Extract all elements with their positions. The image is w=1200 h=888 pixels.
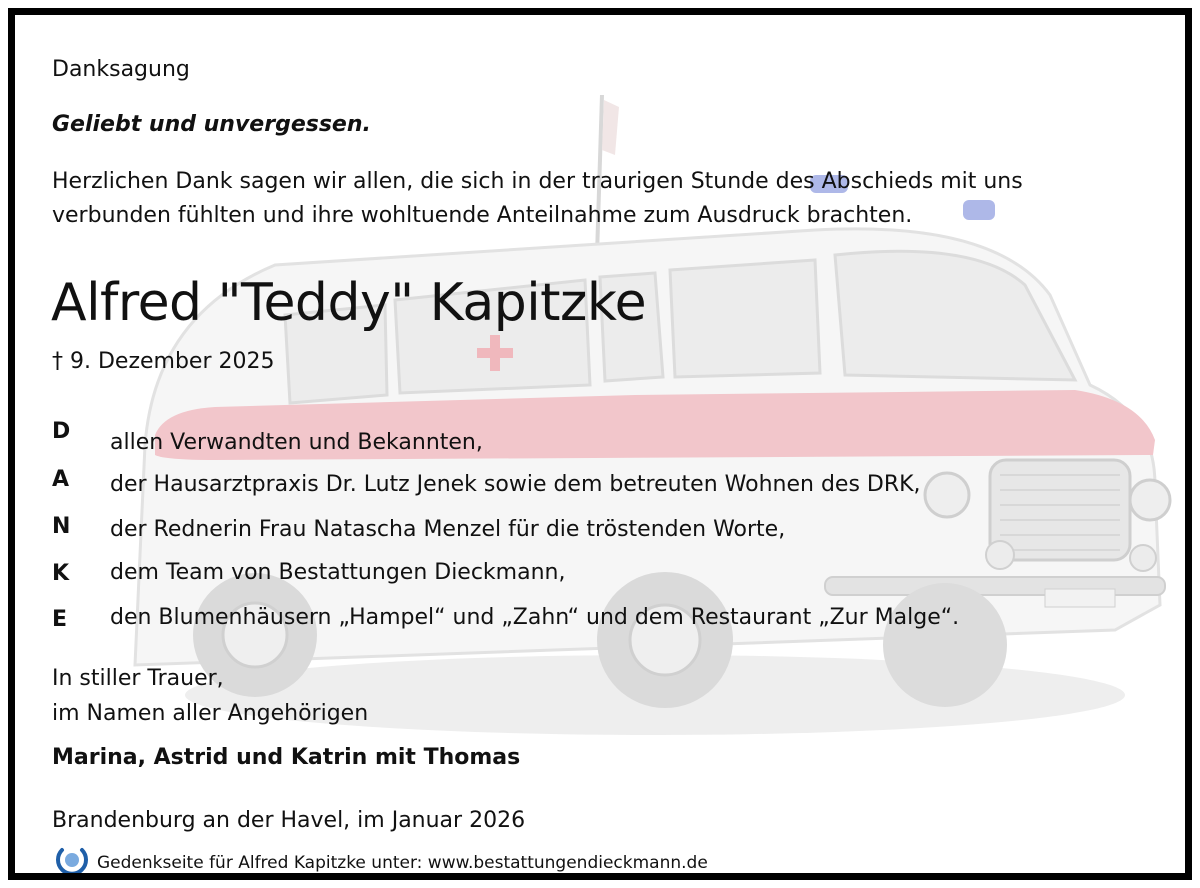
signature-line: In stiller Trauer, bbox=[52, 666, 224, 691]
danke-line: dem Team von Bestattungen Dieckmann, bbox=[110, 560, 566, 585]
danke-letter-k: K bbox=[52, 561, 70, 586]
memorial-logo-icon bbox=[55, 843, 89, 877]
signature-line: im Namen aller Angehörigen bbox=[52, 701, 369, 726]
death-date: † 9. Dezember 2025 bbox=[52, 349, 275, 374]
intro-text bbox=[52, 165, 1023, 233]
intro-line: verbunden fühlten und ihre wohltuende Anteilnahme zum Ausdruck brachten. bbox=[52, 203, 913, 228]
mourners-names: Marina, Astrid und Katrin mit Thomas bbox=[52, 745, 521, 770]
danke-letter-a: A bbox=[52, 467, 70, 492]
place-date: Brandenburg an der Havel, im Januar 2026 bbox=[52, 808, 526, 833]
motto: Geliebt und unvergessen. bbox=[52, 112, 371, 137]
obituary-card bbox=[8, 8, 1192, 880]
heading: Danksagung bbox=[52, 57, 190, 82]
danke-line: der Hausarztpraxis Dr. Lutz Jenek sowie dem betreuten Wohnen des DRK, bbox=[110, 472, 921, 497]
danke-letter-e: E bbox=[52, 607, 68, 632]
danke-letter-n: N bbox=[52, 514, 71, 539]
deceased-name: Alfred "Teddy" Kapitzke bbox=[51, 273, 647, 333]
memorial-page-link[interactable]: Gedenkseite für Alfred Kapitzke unter: www.bestattungendieckmann.de bbox=[97, 853, 708, 873]
obituary-text bbox=[15, 15, 1192, 880]
danke-line: den Blumenhäusern „Hampel“ und „Zahn“ und dem Restaurant „Zur Malge“. bbox=[110, 605, 960, 630]
danke-letter-d: D bbox=[52, 419, 71, 444]
danke-line: der Rednerin Frau Natascha Menzel für die tröstenden Worte, bbox=[110, 517, 786, 542]
intro-line: Herzlichen Dank sagen wir allen, die sich in der traurigen Stunde des Abschieds mit uns bbox=[52, 169, 1023, 194]
danke-line: allen Verwandten und Bekannten, bbox=[110, 430, 483, 455]
